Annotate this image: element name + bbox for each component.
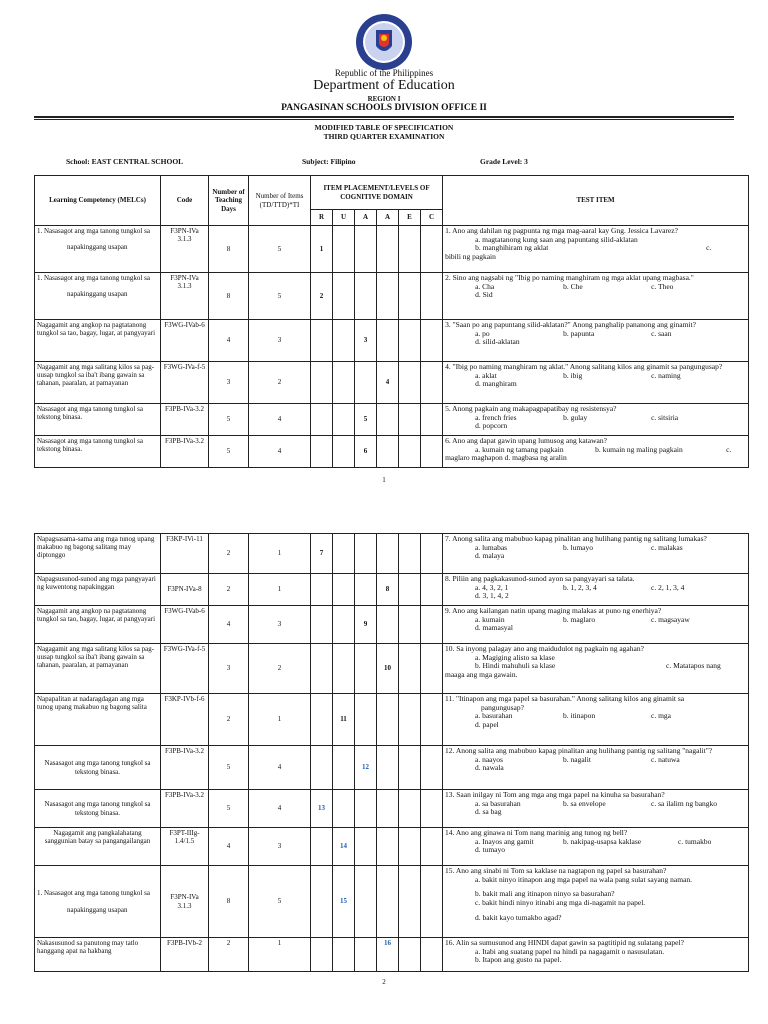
- choice-c: c. sitsiria: [651, 412, 679, 422]
- days-cell: 5: [209, 404, 249, 436]
- items-cell: 2: [249, 362, 311, 404]
- choice-a: a. basurahan: [475, 711, 513, 721]
- code-cell: F3PB-IVb-2: [161, 938, 209, 972]
- choice-a: a. Cha: [475, 281, 495, 291]
- choice-b: b. Che: [563, 281, 583, 291]
- col-a2: A: [377, 210, 399, 226]
- choice-b: b. ibig: [563, 370, 583, 380]
- r-cell: 1: [311, 226, 333, 273]
- choice-b: b. nagalit: [563, 754, 591, 764]
- a-cell: 9: [355, 606, 377, 644]
- days-cell: 4: [209, 320, 249, 362]
- items-cell: 3: [249, 828, 311, 866]
- a-cell: 4: [377, 362, 399, 404]
- col-r: R: [311, 210, 333, 226]
- code-cell: F3PB-IVa-3.2: [161, 436, 209, 468]
- choice-c: c. sa ilalim ng bangko: [651, 798, 718, 808]
- school-label: School: EAST CENTRAL SCHOOL: [66, 157, 184, 166]
- header-rule-thin: [34, 119, 734, 120]
- choice-b: b. Hindi mahuhuli sa klase: [475, 661, 556, 671]
- question-text: 7. Anong salita ang mabubuo kapag pinalitan ang hulihang pantig ng salitang lumakas?: [445, 534, 707, 543]
- choice-a: a. naayos: [475, 754, 503, 764]
- table-row: [35, 606, 749, 644]
- items-cell: 5: [249, 866, 311, 938]
- doc-title: MODIFIED TABLE OF SPECIFICATION: [314, 123, 454, 132]
- page-2: [0, 500, 768, 1024]
- doc-subtitle: THIRD QUARTER EXAMINATION: [323, 132, 445, 141]
- r-cell: 7: [311, 534, 333, 574]
- tos-table-page-1: [34, 175, 749, 468]
- choice-b: b. manghihiram ng aklat: [475, 243, 549, 253]
- choice-a: a. kumain ng tamang pagkain: [475, 444, 564, 454]
- competency-text: Napapalitan at nadaragdagan ang mga tunog upang makabuo ng bagong salita: [35, 694, 161, 746]
- competency-text: 1. Nasasagot ang mga tanong tungkol sa: [37, 227, 150, 235]
- u-cell: 11: [333, 694, 355, 746]
- items-cell: 5: [249, 226, 311, 273]
- items-cell: 4: [249, 790, 311, 828]
- days-cell: 4: [209, 606, 249, 644]
- page-number: 1: [382, 476, 386, 484]
- competency-text: Nagagamit ang angkop na pagtatanong tungkol sa tao, bagay, lugar, at pangyayari: [35, 320, 161, 362]
- question-text: 3. "Saan po ang papuntang silid-aklatan?" Anong panghalip pananong ang ginamit?: [445, 320, 696, 329]
- choice-d: d. manghiram: [475, 379, 517, 389]
- choice-c: c.: [706, 243, 712, 253]
- choice-a: a. Inayos ang gamit: [475, 836, 534, 846]
- days-cell: 5: [209, 746, 249, 790]
- competency-text: Nagagamit ang angkop na pagtatanong tungkol sa tao, bagay, lugar, at pangyayari: [35, 606, 161, 644]
- choice-d: d. tumayo: [475, 845, 505, 855]
- a-cell: 12: [355, 746, 377, 790]
- code-cell: F3PN-IVa-8: [161, 574, 209, 606]
- choice-d: maaga ang mga gawain.: [445, 669, 518, 679]
- code-cell: F3KP-IVi-11: [161, 534, 209, 574]
- table-row: [35, 644, 749, 694]
- choice-b: b. nakipag-usapsa kaklase: [563, 836, 642, 846]
- choice-c: c. Theo: [651, 281, 674, 291]
- days-cell: 2: [209, 534, 249, 574]
- items-cell: 4: [249, 746, 311, 790]
- col-code: Code: [161, 176, 209, 226]
- choice-d: d. nawala: [475, 763, 504, 773]
- code-cell: F3KP-IVb-f-6: [161, 694, 209, 746]
- question-text: 11. "Itinapon ang mga papel sa basurahan." Anong salitang kilos ang ginamit sa: [445, 694, 685, 703]
- choice-d: d. popcorn: [475, 421, 508, 431]
- items-cell: 1: [249, 534, 311, 574]
- question-text: 12. Anong salita ang mabubuo kapag pinalitan ang hulihang pantig ng salitang "nagalit"?: [445, 746, 713, 755]
- code-cell: F3PN-IVa 3.1.3: [161, 866, 209, 938]
- table-row: [35, 790, 749, 828]
- department-name: Department of Education: [313, 78, 455, 93]
- choice-d: d. sa bag: [475, 807, 502, 817]
- question-text: 8. Piliin ang pagkakasunod-sunod ayon sa pangyayari sa talata.: [445, 574, 635, 583]
- choice-c: c. tumakbo: [678, 836, 712, 846]
- choice-a: a. aklat: [475, 370, 497, 380]
- competency-text: Nagagamit ang mga salitang kilos sa pag- uusap tungkol sa iba't ibang gawain sa tahanan, paaralan, at pamayanan: [35, 362, 161, 404]
- choice-a: a. po: [475, 328, 490, 338]
- choice-b: b. sa envelope: [563, 798, 606, 808]
- items-cell: 4: [249, 436, 311, 468]
- table-row: [35, 746, 749, 790]
- days-cell: 4: [209, 828, 249, 866]
- competency-text-2: napakinggang usapan: [67, 243, 128, 252]
- choice-a: a. magtatanong kung saan ang papuntang silid-aklatan: [475, 234, 638, 244]
- competency-text: 1. Nasasagot ang mga tanong tungkol sa: [37, 274, 150, 282]
- republic-line: Republic of the Philippines: [334, 68, 434, 78]
- choice-b: b. kumain ng maling pagkain: [595, 444, 683, 454]
- choice-a: a. bakit ninyo itinapon ang mga papel na wala pang sulat sayang naman.: [475, 874, 693, 884]
- choice-b: b. gulay: [563, 412, 588, 422]
- choice-a: a. french fries: [475, 412, 517, 422]
- a-cell: 6: [355, 436, 377, 468]
- table-row: [35, 938, 749, 972]
- question-text: 2. Sino ang nagsabi ng "Ibig po naming manghiram ng mga aklat upang magbasa.": [445, 273, 694, 282]
- u-cell: 13: [311, 790, 333, 828]
- table-row: [35, 694, 749, 746]
- days-cell: 8: [209, 866, 249, 938]
- choice-d: d. silid-aklatan: [475, 337, 520, 347]
- choice-b: b. 1, 2, 3, 4: [563, 582, 597, 592]
- days-cell: 2: [209, 574, 249, 606]
- table-row: [35, 226, 749, 273]
- code-cell: F3WG-IVa-f-5: [161, 644, 209, 694]
- choice-d: maglaro maghapon d. magbasa ng aralin: [445, 453, 567, 463]
- r-cell: 2: [311, 273, 333, 320]
- table-row: [35, 828, 749, 866]
- choice-d: d. 3, 1, 4, 2: [475, 591, 509, 601]
- question-text: 15. Ano ang sinabi ni Tom sa kaklase na nagtapon ng papel sa basurahan?: [445, 866, 667, 875]
- table-row: [35, 273, 749, 320]
- competency-text-2: napakinggang usapan: [67, 290, 128, 299]
- competency-text: Nasasagot ang mga tanong tungkol sa tekstong binasa.: [35, 436, 161, 468]
- code-cell: F3PB-IVa-3.2: [161, 404, 209, 436]
- col-a1: A: [355, 210, 377, 226]
- choice-a: a. Itabi ang suatang papel na hindi pa nagagamit o nasusulatan.: [475, 946, 665, 956]
- code-cell: F3PB-IVa-3.2: [161, 746, 209, 790]
- items-cell: 2: [249, 644, 311, 694]
- choice-d: d. mamasyal: [475, 623, 513, 633]
- table-row: [35, 866, 749, 938]
- question-text: 10. Sa inyong palagay ano ang maidudulot ng pagkain ng agahan?: [445, 644, 644, 653]
- choice-a: a. kumain: [475, 614, 505, 624]
- choice-a: a. sa basurahan: [475, 798, 521, 808]
- choice-b: b. itinapon: [563, 711, 596, 721]
- choice-d: d. Sid: [475, 290, 493, 300]
- question-text: 6. Ano ang dapat gawin upang lumusog ang katawan?: [445, 436, 607, 445]
- col-competency: Learning Competency (MELCs): [35, 176, 161, 226]
- tos-table-page-2: [34, 533, 749, 972]
- code-cell: F3WG-IVab-6: [161, 606, 209, 644]
- days-cell: 8: [209, 226, 249, 273]
- days-cell: 2: [209, 694, 249, 746]
- choice-c: c.: [726, 444, 732, 454]
- a-cell: 10: [377, 644, 399, 694]
- choice-b: b. bakit mali ang itinapon ninyo sa basurahan?: [475, 889, 615, 899]
- days-cell: 3: [209, 644, 249, 694]
- a-cell: 5: [355, 404, 377, 436]
- days-cell: 2: [209, 938, 249, 972]
- choice-c: c. magsayaw: [651, 614, 690, 624]
- days-cell: 5: [209, 436, 249, 468]
- choice-c: c. saan: [651, 328, 672, 338]
- competency-text: Napagsusunod-sunod ang mga pangyayari ng kuwentong napakinggan: [35, 574, 161, 606]
- col-e: E: [399, 210, 421, 226]
- col-days: Number of Teaching Days: [209, 176, 249, 226]
- choice-d: d. malaya: [475, 551, 505, 561]
- e-cell: 16: [377, 938, 399, 972]
- region-line: REGION I: [367, 95, 401, 103]
- competency-text: Napagsasama-sama ang mga tunog upang makabuo ng bagong salitang may diptonggo: [35, 534, 161, 574]
- choice-c: c. malakas: [651, 542, 683, 552]
- question-text: 1. Ano ang dahilan ng pagpunta ng mga mag-aaral kay Gng. Jessica Lavarez?: [445, 226, 678, 235]
- deped-seal-icon: [354, 12, 414, 72]
- choice-d: bibili ng pagkain: [445, 251, 496, 261]
- choice-c: c. Matatapos nang: [666, 661, 721, 671]
- items-cell: 1: [249, 694, 311, 746]
- code-cell: F3PB-IVa-3.2: [161, 790, 209, 828]
- competency-text: Nasasagot ang mga tanong tungkol sa tekstong binasa.: [35, 790, 161, 828]
- page-number: 2: [382, 978, 386, 986]
- days-cell: 3: [209, 362, 249, 404]
- table-row: [35, 574, 749, 606]
- choice-c: c. naming: [651, 370, 681, 380]
- code-cell: F3PN-IVa 3.1.3: [161, 226, 209, 273]
- u-cell: 14: [333, 828, 355, 866]
- subject-label: Subject: Filipino: [302, 157, 356, 166]
- code-cell: F3PT-IIIg-1.4/1.5: [161, 828, 209, 866]
- competency-text: Nakasusunod sa panutong may tatlo hanggang apat na hakbang: [35, 938, 161, 972]
- items-cell: 5: [249, 273, 311, 320]
- table-row: [35, 534, 749, 574]
- items-cell: 3: [249, 606, 311, 644]
- u-cell: 15: [333, 866, 355, 938]
- code-cell: F3PN-IVa 3.1.3: [161, 273, 209, 320]
- division-line: PANGASINAN SCHOOLS DIVISION OFFICE II: [281, 103, 487, 113]
- choice-b: b. lumayo: [563, 542, 593, 552]
- competency-text: Nasasagot ang mga tanong tungkol sa tekstong binasa.: [35, 404, 161, 436]
- items-cell: 1: [249, 574, 311, 606]
- choice-a: a. 4, 3, 2, 1: [475, 582, 509, 592]
- col-items: Number of Items (TD/TTD)*TI: [249, 176, 311, 226]
- competency-text-2: napakinggang usapan: [67, 905, 128, 914]
- question-text: 5. Anong pagkain ang makapagpapatibay ng resistensya?: [445, 404, 617, 413]
- choice-a: a. Magiging alisto sa klase: [475, 652, 555, 662]
- grade-label: Grade Level: 3: [480, 157, 528, 166]
- items-cell: 3: [249, 320, 311, 362]
- question-text: 9. Ano ang kailangan natin upang maging malakas at puno ng enerhiya?: [445, 606, 662, 615]
- a-cell: 3: [355, 320, 377, 362]
- choice-d: d. papel: [475, 719, 499, 729]
- choice-b: b. Itapon ang gusto na papel.: [475, 955, 562, 965]
- items-cell: 4: [249, 404, 311, 436]
- days-cell: 5: [209, 790, 249, 828]
- table-row: [35, 320, 749, 362]
- question-text: 13. Saan inilgay ni Tom ang mga ang mga papel na kinuha sa basurahan?: [445, 790, 665, 799]
- a-cell: 8: [377, 574, 399, 606]
- choice-c: c. mga: [651, 711, 671, 721]
- choice-c: c. bakit hindi ninyo itinabi ang mga di-nagamit na papel.: [475, 897, 646, 907]
- header-rule: [34, 116, 734, 118]
- col-c: C: [421, 210, 443, 226]
- table-row: [35, 404, 749, 436]
- choice-d: d. bakit kayo tumakbo agad?: [475, 912, 562, 922]
- choice-b: b. maglaro: [563, 614, 596, 624]
- choice-a: a. lumabas: [475, 542, 508, 552]
- col-test-item: TEST ITEM: [443, 176, 749, 226]
- col-u: U: [333, 210, 355, 226]
- question-text-2: pangungusap?: [481, 702, 524, 712]
- page-1: [0, 0, 768, 488]
- question-text: 4. "Ibig po naming manghiram ng aklat." Anong salitang kilos ang ginamit sa pangungusap?: [445, 362, 723, 371]
- days-cell: 8: [209, 273, 249, 320]
- competency-text: Nagagamit ang mga salitang kilos sa pag- uusap tungkol sa iba't ibang gawain sa tahanan, paaralan, at pamayanan: [35, 644, 161, 694]
- question-text: 16. Alin sa sumusunod ang HINDI dapat gawin sa pagtitipid ng sulatang papel?: [445, 938, 684, 947]
- table-row: [35, 362, 749, 404]
- competency-text: 1. Nasasagot ang mga tanong tungkol sa: [37, 889, 150, 898]
- choice-b: b. papunta: [563, 328, 595, 338]
- competency-text: Nagagamit ang pangkalahatang sanggunian batay sa pangangailangan: [35, 828, 161, 866]
- table-row: [35, 436, 749, 468]
- code-cell: F3WG-IVab-6: [161, 320, 209, 362]
- items-cell: 1: [249, 938, 311, 972]
- choice-c: c. 2, 1, 3, 4: [651, 582, 685, 592]
- code-cell: F3WG-IVa-f-5: [161, 362, 209, 404]
- question-text: 14. Ano ang ginawa ni Tom nang marinig ang tunog ng bell?: [445, 828, 628, 837]
- col-placement: ITEM PLACEMENT/LEVELS OF COGNITIVE DOMAIN: [311, 176, 443, 210]
- competency-text: Nasasagot ang mga tanong tungkol sa tekstong binasa.: [35, 746, 161, 790]
- choice-c: c. natuwa: [651, 754, 680, 764]
